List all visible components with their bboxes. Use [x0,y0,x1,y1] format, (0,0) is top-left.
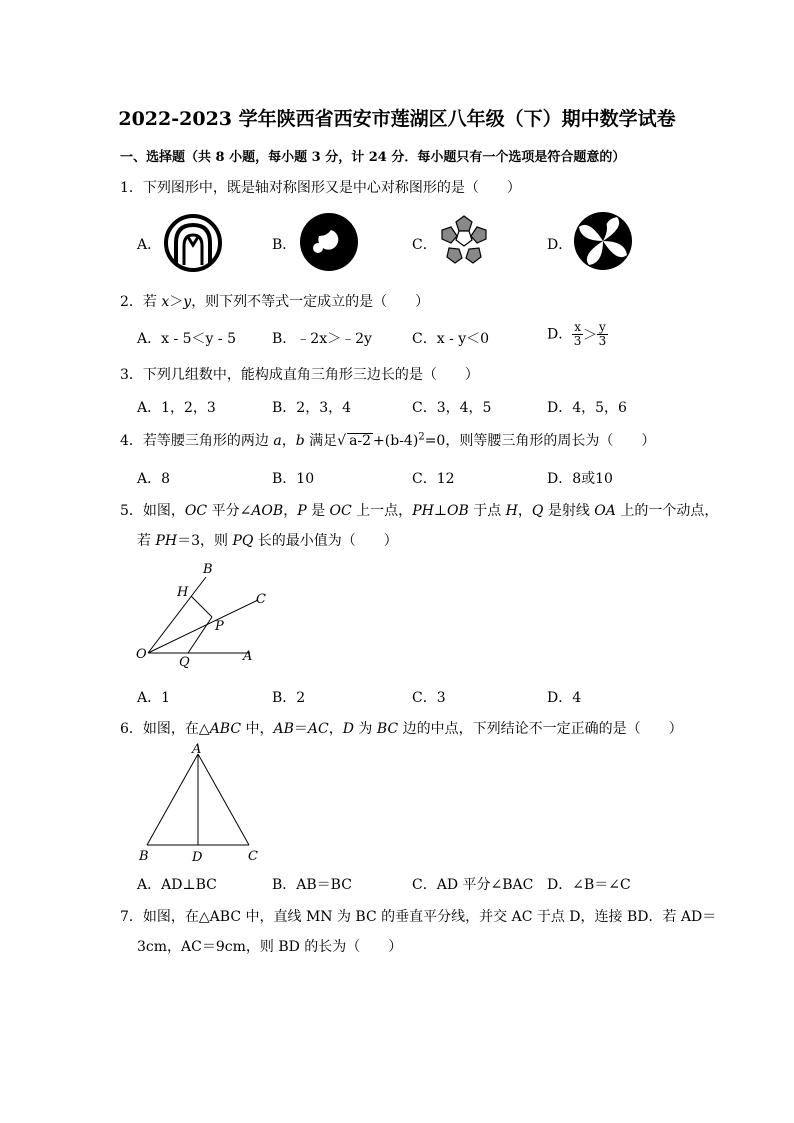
q5-label-p: P [215,619,224,634]
q5-option-c: C．3 [412,690,446,706]
q4-option-c: C．12 [412,471,455,487]
q5-label-o: O [136,647,147,662]
q5-option-a: A．1 [137,690,171,706]
q3-option-d: D．4，5，6 [547,400,627,416]
question-7-stem-line-2: 3cm，AC＝9cm，则 BD 的长为（ ） [137,939,403,955]
q1-figure-d [573,211,633,271]
q5-label-q: Q [179,655,190,670]
q5-label-a: A [243,649,253,664]
page-title: 2022-2023 学年陕西省西安市莲湖区八年级（下）期中数学试卷 [118,108,676,130]
q5-geometry-figure [133,560,283,672]
q1-option-c: C． [412,237,437,253]
q5-option-b: B．2 [272,690,306,706]
q4-option-d: D．8或10 [547,471,613,487]
q4-option-a: A．8 [137,471,171,487]
q2-d-fraction-x: $\frac{x}{3}$ [573,320,582,348]
q4-option-b: B．10 [272,471,315,487]
q6-option-d: D．∠B＝∠C [547,877,631,893]
q6-label-a: A [192,742,202,757]
q6-triangle-figure [133,740,268,866]
q3-option-a: A．1，2，3 [137,400,216,416]
question-2-stem: 2．若 x＞y，则下列不等式一定成立的是（ ） [120,294,430,310]
q1-option-d: D． [547,237,573,253]
q5-option-d: D．4 [547,690,582,706]
q5-label-c: C [256,592,266,607]
question-7-stem-line-1: 7．如图，在△ABC 中，直线 MN 为 BC 的垂直平分线，并交 AC 于点 D，连接 BD．若 AD＝ [120,909,717,925]
q6-option-c: C．AD 平分∠BAC [412,877,534,893]
q2-option-a: A．x - 5＜y - 5 [137,331,236,347]
question-3-stem: 3．下列几组数中，能构成直角三角形三边长的是（ ） [120,367,479,383]
question-5-stem-line-2: 若 PH＝3，则 PQ 长的最小值为（ ） [137,533,398,549]
q1-option-a: A． [137,237,162,253]
q1-option-b: B． [272,237,297,253]
q2-option-d: D． $\frac{x}{3}$ ＞ $\frac{y}{3}$ [547,320,607,348]
section-heading: 一、选择题（共 8 小题，每小题 3 分，计 24 分．每小题只有一个选项是符合题意的） [120,150,626,165]
q6-option-a: A．AD⊥BC [137,877,217,893]
q3-option-b: B．2，3，4 [272,400,352,416]
q2-d-fraction-y: $\frac{y}{3}$ [598,320,607,348]
question-6-stem: 6．如图，在△ABC 中，AB＝AC，D 为 BC 边的中点，下列结论不一定正确的是（ ） [120,721,683,737]
question-4-stem: 4．若等腰三角形的两边 a，b 满足√ $a-2 +(b-4)^2=0$，则等腰三角形的周长为（ ） [120,431,656,449]
question-5-stem-line-1: 5．如图，OC 平分∠AOB，P 是 OC 上一点，PH⊥OB 于点 H，Q 是射线 OA 上的一个动点， [120,503,719,519]
question-1-stem: 1．下列图形中，既是轴对称图形又是中心对称图形的是（ ） [120,180,521,196]
q5-label-b: B [203,562,213,577]
q2-option-c: C．x - y＜0 [412,331,490,347]
q1-figure-c [437,214,491,266]
q6-option-b: B．AB＝BC [272,877,352,893]
q5-label-h: H [177,585,189,600]
q6-label-d: D [192,850,203,865]
q3-option-c: C．3，4，5 [412,400,492,416]
q1-figure-b [298,211,360,273]
q6-label-c: C [248,849,258,864]
q6-label-b: B [139,849,149,864]
q1-figure-a [163,213,223,273]
q2-option-b: B．﹣2x＞﹣2y [272,331,372,347]
